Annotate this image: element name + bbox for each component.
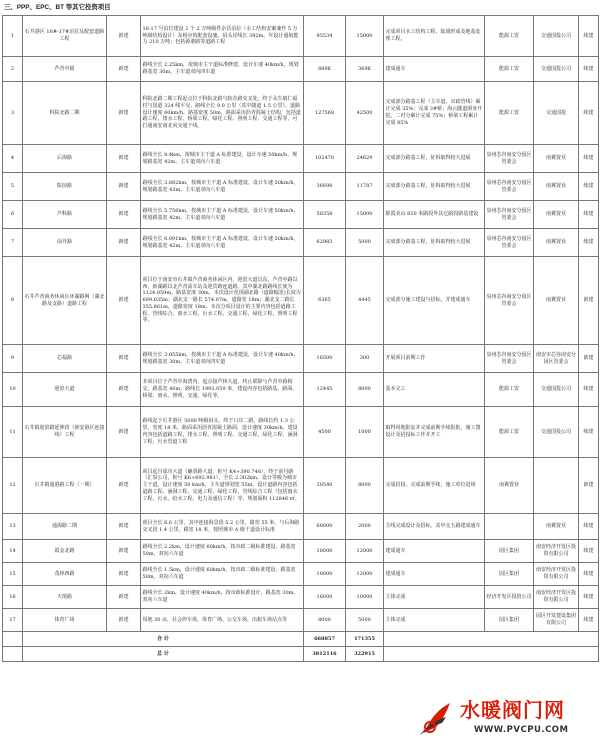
- progress-goal-cell: 完成部分路基工程，征拆取得较大进展: [384, 173, 485, 201]
- total-investment-cell: 6365: [304, 257, 346, 345]
- construction-content-cell: 路线全长 1.5km，设计速度 60km/h，按市政二级标准建设，路基宽 50m，双向六车道: [141, 563, 304, 586]
- build-type-cell: 新建: [107, 145, 141, 173]
- construction-content-cell: 路线全长 2.2km，设计速度 60km/h，按市政二级标准建设，路基宽 50m，双向六车道: [141, 540, 304, 563]
- project-status-cell: 续建: [579, 82, 599, 145]
- table-row: [3, 586, 599, 609]
- project-status-cell: 续建: [579, 540, 599, 563]
- table-row: [3, 609, 599, 632]
- empty-cell: [384, 647, 599, 662]
- build-type-cell: 新建: [107, 201, 141, 229]
- row-number-cell: 6: [3, 201, 23, 229]
- row-number-cell: 17: [3, 609, 23, 632]
- project-name-cell: 石井芦青商务休闲区环湖路网（湖北路及支路）道路工程: [23, 257, 107, 345]
- construction-content-cell: 用地 30 亩，社会停车场、体育广场、公交车场、出租车场站点等: [141, 609, 304, 632]
- project-status-cell: 续建: [579, 586, 599, 609]
- build-type-cell: 新建: [107, 173, 141, 201]
- construction-content-cell: 项目全长 6.6 公里，其中连接海景段 5.2 公里，路宽 55 米，与后海路交叉段 1.4 公里，路宽 18 米，按照城市 A 级干道设计标准: [141, 514, 304, 540]
- project-status-cell: 续建: [579, 145, 599, 173]
- construction-content-cell: 16-17 号泊位建设 2 个 2 万吨级件杂货泊位（水工结构安案兼作 5 万吨级结构设计）及相应的配套设施。码头岸线长 392m。年设计通航能力 210 万吨；包括源港路等道路工程: [141, 16, 304, 57]
- progress-goal-cell: 除霞美山 850 米路段外其它路段路基建设: [384, 201, 485, 229]
- table-row: [3, 201, 599, 229]
- responsible-unit-cell: 园区集团: [485, 563, 534, 586]
- total-investment-cell: 68000: [304, 514, 346, 540]
- construction-unit-cell: 园区开发建设集团有限公司: [534, 609, 579, 632]
- annual-plan-cell: 5000: [346, 609, 384, 632]
- responsible-unit-cell: 泉州芯谷南安分园区管委会: [485, 229, 534, 257]
- project-name-cell: 体育广场: [23, 609, 107, 632]
- row-number-cell: 12: [3, 458, 23, 514]
- progress-goal-cell: 基本完工: [384, 373, 485, 407]
- construction-content-cell: 路线全长 3.055km，按城市主干道 A 标准建设，设计车速 40km/h，规划路基宽 30m，主车道双向四车道: [141, 345, 304, 373]
- total-investment-cell: 102470: [304, 145, 346, 173]
- annual-plan-cell: 42500: [346, 82, 384, 145]
- build-type-cell: 新建: [107, 82, 141, 145]
- construction-content-cell: 科院北路二期工程起点位于科院北路与院企路交叉处，终于永生镇仁福村与国道 324 线平交，路线全长 9.0 公里（其中隧道 1.5 公里），道路设计速度 60km/h，路基宽度 50m，路面采用沥青混凝土结构，包括道路工程、排水工程、桥梁工程、绿化工程、照明工程、交通工程等，可打通南安南北向交通干线。: [141, 82, 304, 145]
- table-row: [3, 514, 599, 540]
- construction-unit-cell: 南翼置业: [534, 201, 579, 229]
- build-type-cell: 新建: [107, 540, 141, 563]
- table-row: [3, 145, 599, 173]
- total-investment-cell: 8000: [304, 609, 346, 632]
- table-row: [3, 57, 599, 82]
- project-name-cell: 前丹路: [23, 229, 107, 257]
- watermark-url: WWW.PVCPU.COM: [474, 725, 569, 735]
- construction-unit-cell: 南翼置业: [534, 145, 579, 173]
- total-investment-cell: 12445: [304, 373, 346, 407]
- project-name-cell: 石井港区 16#-17#泊位及配套道路工程: [23, 16, 107, 57]
- build-type-cell: 新建: [107, 586, 141, 609]
- construction-unit-cell: 南翼置业: [534, 257, 579, 345]
- total-label-cell: 合 计: [23, 632, 304, 647]
- total-investment-cell: 16000: [304, 586, 346, 609]
- construction-unit-cell: 南安经济开发区投资有限公司: [534, 586, 579, 609]
- progress-goal-cell: 主线完成设计及招标，其中交五路建成通车: [384, 514, 485, 540]
- total-investment-cell: 18000: [304, 540, 346, 563]
- construction-unit-cell: [534, 458, 579, 514]
- construction-content-cell: 本项目位于芦青中海湾内，起点接芦林大道，终止联降与芦青中路相交，路基宽 40m，路线长 1992.059 米，建设内容包括路基、路面、桥梁、雨水、照明、交通、绿化等。: [141, 373, 304, 407]
- table-row: [3, 373, 599, 407]
- row-number-cell: 14: [3, 540, 23, 563]
- project-name-cell: 茂林西路: [23, 563, 107, 586]
- total-investment-cell: 36698: [304, 173, 346, 201]
- total-investment-cell: 62983: [304, 229, 346, 257]
- responsible-unit-cell: 泉州芯谷南安分园区管委会: [485, 173, 534, 201]
- annual-plan-cell: 24629: [346, 145, 384, 173]
- project-name-cell: 科院北路二期: [23, 82, 107, 145]
- responsible-unit-cell: 泉州芯谷南安分园区管委会: [485, 201, 534, 229]
- annual-plan-cell: 15000: [346, 201, 384, 229]
- build-type-cell: 新建: [107, 16, 141, 57]
- construction-content-cell: 路线全长 2.25km，按城市主干道标准修建，设计车速 40km/h，规划路基宽 30m，主车道双向四车道: [141, 57, 304, 82]
- responsible-unit-cell: 能源工贸: [485, 82, 534, 145]
- watermark-logo-icon: [416, 699, 456, 739]
- construction-content-cell: 路线全长 3.682km，按城市主干道 A 标准建设，设计车速 50km/h，规划路基宽 43m，主车道双向六车道: [141, 173, 304, 201]
- project-name-cell: 芯福路: [23, 345, 107, 373]
- project-name-cell: 通海路二期: [23, 514, 107, 540]
- progress-goal-cell: 完成招投，完成前期手续，施工单位进场: [384, 458, 485, 514]
- responsible-unit-cell: 南翼置业: [485, 458, 534, 514]
- construction-content-cell: 路线全长 2km，设计速度 40km/h，按市政标准设计，路基宽 30m，双向六车道: [141, 586, 304, 609]
- responsible-unit-cell: [485, 514, 534, 540]
- progress-goal-cell: 建成通车: [384, 57, 485, 82]
- construction-unit-cell: 交通国投公司: [534, 16, 579, 57]
- row-number-cell: 16: [3, 586, 23, 609]
- table-row: [3, 16, 599, 57]
- total-investment-cell: 18000: [304, 563, 346, 586]
- project-status-cell: 续建: [579, 173, 599, 201]
- annual-plan-cell: 3696: [346, 57, 384, 82]
- row-number-cell: [3, 647, 23, 662]
- construction-content-cell: 路线起于石井港区 5000 吨级码头，终于口岸二路，路线长约 1.3 公里，宽度 18 米，路面采用沥青混凝土路面，设计速度 30km/h，建设内容包括道路工程、排水工程、照明工程、交通工程、绿化工程、涵洞工程、污水管道工程: [141, 407, 304, 458]
- responsible-unit-cell: 能源工贸: [485, 16, 534, 57]
- total-investment-cell: 58358: [304, 201, 346, 229]
- project-name-cell: 迎滨大道: [23, 373, 107, 407]
- total-investment-cell: 16500: [304, 345, 346, 373]
- build-type-cell: 新建: [107, 57, 141, 82]
- annual-plan-cell: 1000: [346, 407, 384, 458]
- responsible-unit-cell: 泉州芯谷南安分园区管委会: [485, 345, 534, 373]
- responsible-unit-cell: 能源工贸: [485, 57, 534, 82]
- construction-unit-cell: 南安经济开发区投资有限公司: [534, 540, 579, 563]
- project-status-cell: 续建: [579, 609, 599, 632]
- table-row: [3, 82, 599, 145]
- annual-plan-cell: 322915: [346, 647, 384, 662]
- construction-unit-cell: 南安市芯谷南安分园区管委会: [534, 345, 579, 373]
- project-status-cell: 续建: [579, 514, 599, 540]
- project-name-cell: 芦青中路: [23, 57, 107, 82]
- annual-plan-cell: 171355: [346, 632, 384, 647]
- table-row: [3, 229, 599, 257]
- construction-content-cell: 路线全长 6.091km，按城市主干道 A 标准建设，设计车速 50km/h，规划路基宽 42m，主车道双向六车道: [141, 229, 304, 257]
- project-name-cell: 石井镇迎滨路延伸段（新安港区连接线）工程: [23, 407, 107, 458]
- responsible-unit-cell: 园区集团: [485, 609, 534, 632]
- annual-plan-cell: 8000: [346, 373, 384, 407]
- build-type-cell: 新建: [107, 229, 141, 257]
- responsible-unit-cell: 泉州芯谷南安分园区管委会: [485, 257, 534, 345]
- row-number-cell: [3, 632, 23, 647]
- table-row: [3, 257, 599, 345]
- section-heading: 三、PPP、EPC、BT 等其它投资项目: [4, 4, 111, 11]
- progress-goal-cell: 完成部分路基工程（主车道、市政管线）累计完成 35%；完成 3#桥；海云隧道洞身开挖，二衬分累计完成 75%；桥梁工程累计完成 85%: [384, 82, 485, 145]
- table-row: [3, 407, 599, 458]
- row-number-cell: 15: [3, 563, 23, 586]
- total-investment-cell: 95534: [304, 16, 346, 57]
- responsible-unit-cell: 园区集团: [485, 540, 534, 563]
- build-type-cell: 新建: [107, 458, 141, 514]
- table-row: [3, 173, 599, 201]
- row-number-cell: 3: [3, 82, 23, 145]
- watermark: [416, 697, 594, 741]
- build-type-cell: 新建: [107, 609, 141, 632]
- total-investment-cell: 8896: [304, 57, 346, 82]
- project-status-cell: 新建: [579, 257, 599, 345]
- construction-unit-cell: 交通国投公司: [534, 373, 579, 407]
- progress-goal-cell: 完成部分施工建设与招标，并建成通车: [384, 257, 485, 345]
- construction-unit-cell: 交通国投公司: [534, 57, 579, 82]
- project-status-cell: 续建: [579, 407, 599, 458]
- project-status-cell: 续建: [579, 229, 599, 257]
- construction-content-cell: 路线全长 5.756km，按城市主干道 A 标准建设，设计车速 50km/h，规划路基宽 42m，主车道双向六车道: [141, 201, 304, 229]
- construction-unit-cell: 南翼置业: [534, 514, 579, 540]
- annual-plan-cell: 10000: [346, 586, 384, 609]
- annual-plan-cell: 2000: [346, 514, 384, 540]
- construction-unit-cell: 交通国投公司: [534, 407, 579, 458]
- build-type-cell: 新建: [107, 345, 141, 373]
- row-number-cell: 13: [3, 514, 23, 540]
- total-investment-cell: 20540: [304, 458, 346, 514]
- annual-plan-cell: 5000: [346, 229, 384, 257]
- project-name-cell: 院前路: [23, 173, 107, 201]
- project-name-cell: 后海路: [23, 145, 107, 173]
- progress-goal-cell: 完成部分路基工程，征拆取得较大进展: [384, 229, 485, 257]
- project-table: [2, 15, 599, 662]
- project-status-cell: 续建: [579, 16, 599, 57]
- build-type-cell: 新建: [107, 257, 141, 345]
- row-number-cell: 9: [3, 345, 23, 373]
- table-row: [3, 540, 599, 563]
- responsible-unit-cell: 泉州芯谷南安分园区管委会: [485, 145, 534, 173]
- row-number-cell: 2: [3, 57, 23, 82]
- project-status-cell: 新建: [579, 345, 599, 373]
- progress-goal-cell: 建成通车: [384, 540, 485, 563]
- row-number-cell: 4: [3, 145, 23, 173]
- total-investment-cell: 668857: [304, 632, 346, 647]
- total-investment-cell: 4500: [304, 407, 346, 458]
- total-investment-cell: 3812116: [304, 647, 346, 662]
- grand-total-row: [3, 647, 599, 662]
- row-number-cell: 10: [3, 373, 23, 407]
- project-status-cell: 续建: [579, 563, 599, 586]
- subtotal-row: [3, 632, 599, 647]
- project-status-cell: 续建: [579, 201, 599, 229]
- construction-unit-cell: 南安经济开发区投资有限公司: [534, 563, 579, 586]
- construction-content-cell: 项目位于南安市石井镇芦青商务休闲区内，迎滨大道以东，芦青中路以西，新湖路以北芦青高车站及迎宾路连道路。其中湖北路路线长度为 1124.059m，路基宽度 30m，本次设计范围湖北路（道路幅宽)长度为 699.035m；湖北支一路长 574.07m，道路宽 18m；湖北支二路长 355.861m，道路宽度 18m。本次分项目设计的主要内容包括道路工程、管线综合、雨水工程、污水工程、交通工程、绿化工程、照明工程等。: [141, 257, 304, 345]
- annual-plan-cell: 15000: [346, 16, 384, 57]
- progress-goal-cell: 主体完成: [384, 609, 485, 632]
- row-number-cell: 7: [3, 229, 23, 257]
- responsible-unit-cell: 能源工贸: [485, 373, 534, 407]
- watermark-title: 水暖阀门网: [460, 698, 565, 722]
- progress-goal-cell: 取得用地批复并完成前期手续报批，施工图设计及招投标工作并开工: [384, 407, 485, 458]
- progress-goal-cell: 完成项目水工结构工程、陆域形成及地基处理工程。: [384, 16, 485, 57]
- project-status-cell: 续建: [579, 373, 599, 407]
- construction-unit-cell: 南翼置业: [534, 173, 579, 201]
- annual-plan-cell: 12000: [346, 563, 384, 586]
- project-status-cell: 新建: [579, 458, 599, 514]
- row-number-cell: 11: [3, 407, 23, 458]
- table-row: [3, 458, 599, 514]
- build-type-cell: 新建: [107, 373, 141, 407]
- row-number-cell: 5: [3, 173, 23, 201]
- responsible-unit-cell: 能源工贸: [485, 407, 534, 458]
- responsible-unit-cell: 经济开发区投资公司: [485, 586, 534, 609]
- project-name-cell: 芦科路: [23, 201, 107, 229]
- progress-goal-cell: 建成通车: [384, 563, 485, 586]
- annual-plan-cell: 300: [346, 345, 384, 373]
- total-investment-cell: 127568: [304, 82, 346, 145]
- progress-goal-cell: 主体完成: [384, 586, 485, 609]
- annual-plan-cell: 12000: [346, 540, 384, 563]
- construction-unit-cell: 南翼置业: [534, 229, 579, 257]
- table-row: [3, 563, 599, 586]
- build-type-cell: 新建: [107, 514, 141, 540]
- build-type-cell: 新建: [107, 407, 141, 458]
- construction-unit-cell: 交通国投: [534, 82, 579, 145]
- table-row: [3, 345, 599, 373]
- annual-plan-cell: 11787: [346, 173, 384, 201]
- construction-content-cell: 项目起自成功大道（廉贤路大道，桩号 K4+390.748），终于前丹路（汇泉公司，桩号 K6+692.981），全长 2.302km，设计等级为城市主干道，设计速度 50 km/h，主车道规划宽 55m，设计道路内容包括道路工程、涵洞工程、交通工程、绿化工程、管线综合工程（包括雨水工程、污水、给水工程、电力及通信工程）等，规划面积 112846 ㎡。: [141, 458, 304, 514]
- total-label-cell: 总 计: [23, 647, 304, 662]
- row-number-cell: 1: [3, 16, 23, 57]
- build-type-cell: 新建: [107, 563, 141, 586]
- project-status-cell: 续建: [579, 57, 599, 82]
- progress-goal-cell: 完成部分路基工程，征拆取得较大进展: [384, 145, 485, 173]
- project-name-cell: 石井镇通港路工程（一期）: [23, 458, 107, 514]
- empty-cell: [384, 632, 599, 647]
- progress-goal-cell: 开展项目前期工作: [384, 345, 485, 373]
- annual-plan-cell: 8000: [346, 458, 384, 514]
- construction-content-cell: 路线全长 8.4km，按城市主干道 A 标准建设，设计车速 50km/h，规划路基宽 42m，主车道双向六车道: [141, 145, 304, 173]
- project-name-cell: 霞金北路: [23, 540, 107, 563]
- annual-plan-cell: 4445: [346, 257, 384, 345]
- project-name-cell: 天境路: [23, 586, 107, 609]
- row-number-cell: 8: [3, 257, 23, 345]
